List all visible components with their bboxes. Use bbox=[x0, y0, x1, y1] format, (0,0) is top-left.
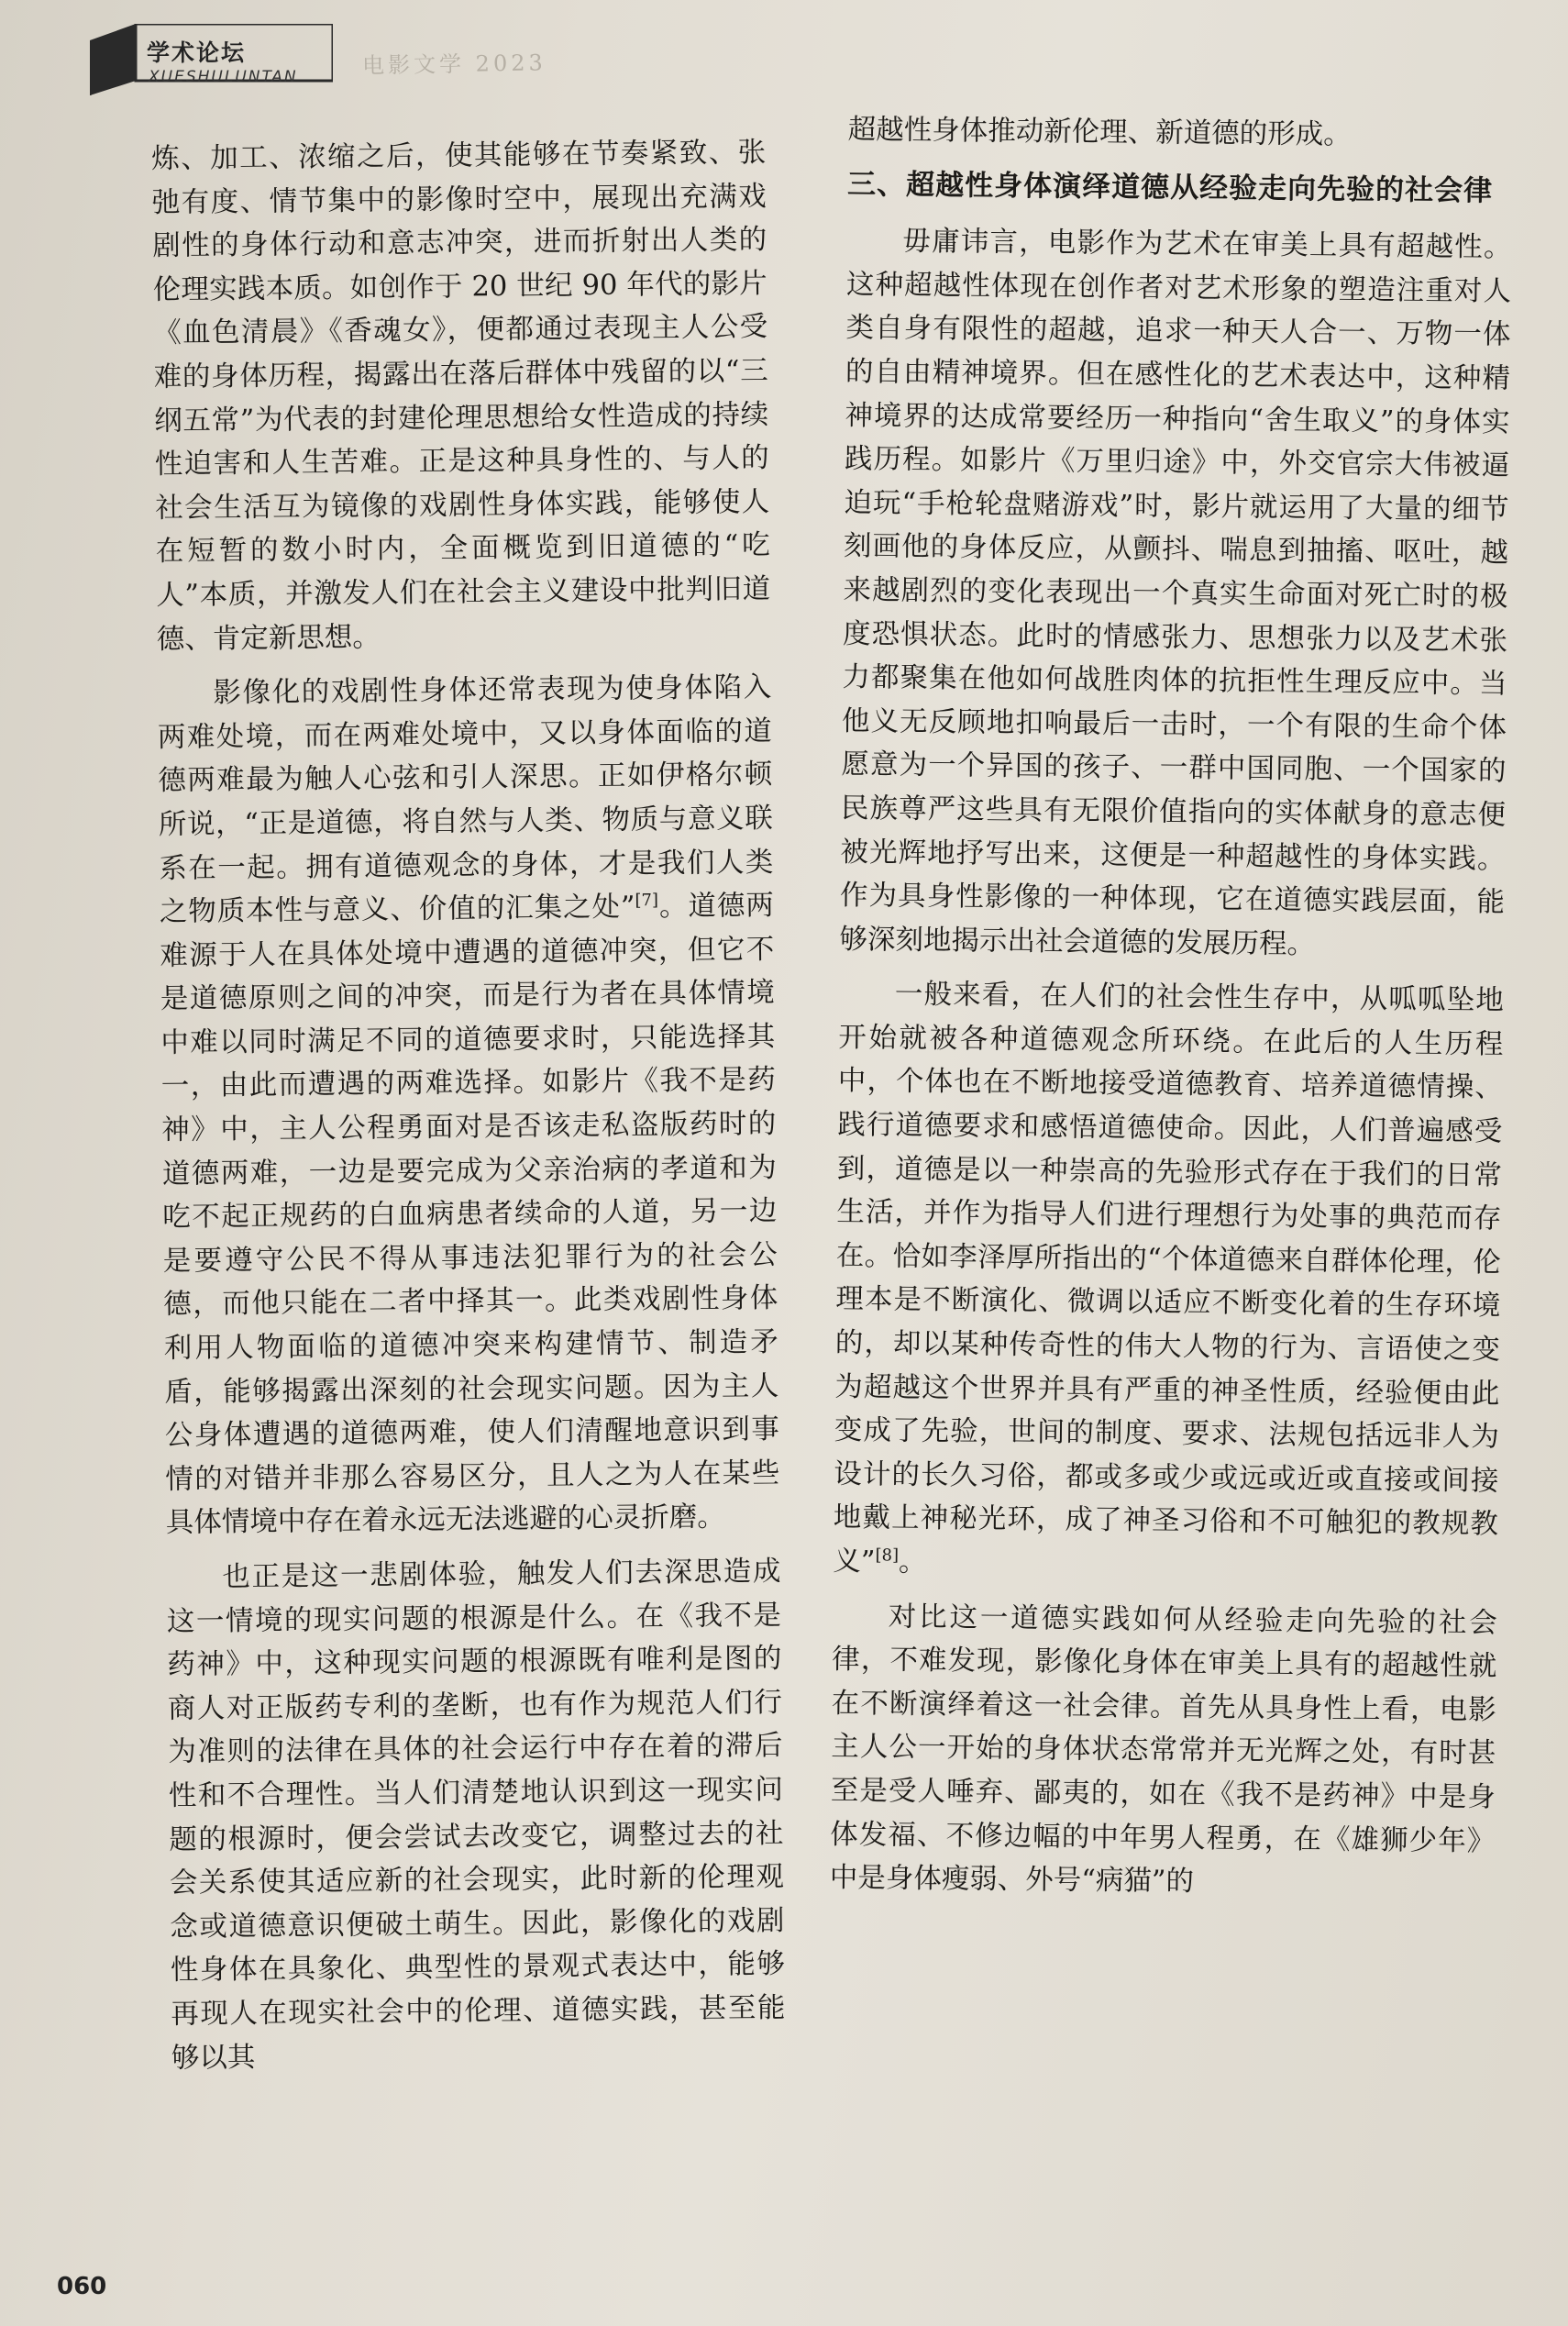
right-paragraph-2-text-a: 一般来看，在人们的社会性生存中，从呱呱坠地开始就被各种道德观念所环绕。在此后的人生历程中，个体也在不断地接受道德教育、培养道德情操、践行道德要求和感悟道德使命。因此，人们普遍感受到，道德是以一种崇高的先验形式存在于我们的日常生活，并作为指导人们进行理想行为处事的典范而存在。恰如李泽厚所指出的“个体道德来自群体伦理，伦理本是不断演化、微调以适应不断变化着的生存环境的，却以某种传奇性的伟大人物的行为、言语使之变为超越这个世界并具有严重的神圣性质，经验便由此变成了先验，世间的制度、要求、法规包括远非人为设计的长久习俗，都或多或少或远或近或直接或间接地戴上神秘光环，成了神圣习俗和不可触犯的教规教义” bbox=[833, 978, 1505, 1578]
right-paragraph-2 bbox=[833, 972, 1504, 1590]
left-paragraph-3: 也正是这一悲剧体验，触发人们去深思造成这一情境的现实问题的根源是什么。在《我不是药神》中，这种现实问题的根源既有唯利是图的商人对正版药专利的垄断，也有作为规范人们行为准则的法律在具体的社会运行中存在着的滞后性和不合理性。当人们清楚地认识到这一现实问题的根源时，便会尝试去改变它，调整过去的社会关系使其适应新的社会现实，此时新的伦理观念或道德意识便破土萌生。因此，影像化的戏剧性身体在具象化、典型性的景观式表达中，能够再现人在现实社会中的伦理、道德实践，甚至能够以其 bbox=[166, 1555, 786, 2075]
right-column bbox=[829, 108, 1513, 1918]
right-paragraph-0: 超越性身体推动新伦理、新道德的形成。 bbox=[847, 113, 1352, 151]
left-paragraph-2 bbox=[157, 666, 780, 1545]
section-heading: 三、超越性身体演绎道德从经验走向先验的社会律 bbox=[846, 167, 1494, 207]
right-paragraph-3: 对比这一道德实践如何从经验走向先验的社会律，不难发现，影像化身体在审美上具有的超越性就在不断演绎着这一社会律。首先从具身性上看，电影主人公一开始的身体状态常常并无光辉之处，有时甚至是受人唾弃、鄙夷的，如在《我不是药神》中是身体发福、不修边幅的中年男人程勇，在《雄狮少年》中是身体瘦弱、外号“病猫”的 bbox=[829, 1601, 1497, 1899]
left-paragraph-2-text-a: 影像化的戏剧性身体还常表现为使身体陷入两难处境，而在两难处境中，又以身体面临的道德两难最为触人心弦和引人深思。正如伊格尔顿所说，“正是道德，将自然与人类、物质与意义联系在一起。拥有道德观念的身体，才是我们人类之物质本性与意义、价值的汇集之处” bbox=[157, 671, 774, 929]
right-paragraph-2-text-b: 。 bbox=[898, 1545, 927, 1578]
right-paragraph-1: 毋庸讳言，电影作为艺术在审美上具有超越性。这种超越性体现在创作者对艺术形象的塑造注重对人类自身有限性的超越，追求一种天人合一、万物一体的自由精神境界。但在感性化的艺术表达中，这种精神境界的达成常要经历一种指向“舍生取义”的身体实践历程。如影片《万里归途》中，外交官宗大伟被逼迫玩“手枪轮盘赌游戏”时，影片就运用了大量的细节刻画他的身体反应，从颤抖、喘息到抽搐、呕吐，越来越剧烈的变化表现出一个真实生命面对死亡时的极度恐惧状态。此时的情感张力、思想张力以及艺术张力都聚集在他如何战胜肉体的抗拒性生理反应中。当他义无反顾地扣响最后一击时，一个有限的生命个体愿意为一个异国的孩子、一群中国同胞、一个国家的民族尊严这些具有无限价值指向的实体献身的意志便被光辉地抒写出来，这便是一种超越性的身体实践。作为具身性影像的一种体现，它在道德实践层面，能够深刻地揭示出社会道德的发展历程。 bbox=[839, 225, 1512, 961]
left-paragraph-2-text-b: 。道德两难源于人在具体处境中遭遇的道德冲突，但它不是道德原则之间的冲突，而是行为者在具体情境中难以同时满足不同的道德要求时，只能选择其一，由此而遭遇的两难选择。如影片《我不是药神》中，主人公程勇面对是否该走私盗版药时的道德两难，一边是要完成为父亲治病的孝道和为吃不起正规药的白血病患者续命的人道，另一边是要遵守公民不得从事违法犯罪行为的社会公德，而他只能在二者中择其一。此类戏剧性身体利用人物面临的道德冲突来构建情节、制造矛盾，能够揭露出深刻的社会现实问题。因为主人公身体遭遇的道德两难，使人们清醒地意识到事情的对错并非那么容易区分，且人之为人在某些具体情境中存在着永远无法逃避的心灵折磨。 bbox=[160, 890, 780, 1540]
citation-8: [8] bbox=[875, 1545, 900, 1566]
page-number: 060 bbox=[57, 2273, 107, 2300]
left-column bbox=[151, 131, 786, 2091]
left-paragraph-1: 炼、加工、浓缩之后，使其能够在节奏紧致、张弛有度、情节集中的影像时空中，展现出充满戏剧性的身体行动和意志冲突，进而折射出人类的伦理实践本质。如创作于 20 世纪 90 年代的影片《血色清晨》《香魂女》，便都通过表现主人公受难的身体历程，揭露出在落后群体中残留的以“三纲五常”为代表的封建伦理思想给女性造成的持续性迫害和人生苦难。正是这种具身性的、与人的社会生活互为镜像的戏剧性身体实践，能够使人在短暂的数小时内，全面概览到旧道德的“吃人”本质，并激发人们在社会主义建设中批判旧道德、肯定新思想。 bbox=[151, 136, 771, 656]
bleed-through-text: 电影文学 2023 bbox=[361, 50, 547, 79]
column-name-en: XUESHULUNTAN bbox=[149, 68, 298, 86]
citation-7: [7] bbox=[635, 891, 659, 911]
column-name-cn: 学术论坛 bbox=[147, 39, 247, 66]
